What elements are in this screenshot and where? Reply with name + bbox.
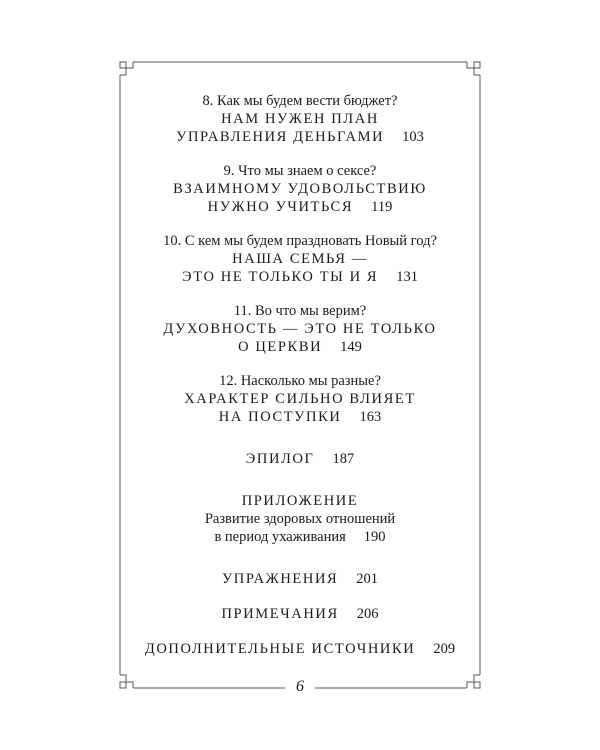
toc-page-number: 131 [396,269,418,285]
toc-page-number: 190 [363,529,386,545]
table-of-contents [0,92,600,675]
toc-exercises[interactable] [0,570,600,588]
toc-question: 12. Насколько мы разные? [219,373,381,389]
toc-title-line: ХАРАКТЕР СИЛЬНО ВЛИЯЕТ [184,391,416,407]
toc-title-line: ЭТО НЕ ТОЛЬКО ТЫ И Я [182,269,379,285]
toc-page-number: 201 [356,571,379,587]
toc-epilogue[interactable] [0,450,600,468]
toc-entry-9[interactable] [0,162,600,216]
toc-entry-11[interactable] [0,302,600,356]
toc-title-line: ДУХОВНОСТЬ — ЭТО НЕ ТОЛЬКО [163,321,437,337]
toc-title-line: ВЗАИМНОМУ УДОВОЛЬСТВИЮ [173,181,427,197]
toc-appendix[interactable] [0,492,600,546]
toc-entry-10[interactable] [0,232,600,286]
toc-question: 8. Как мы будем вести бюджет? [202,93,398,109]
toc-page-number: 187 [332,451,355,467]
toc-question: 11. Во что мы верим? [233,303,367,319]
toc-section-title: ПРИЛОЖЕНИЕ [241,493,359,509]
toc-subtitle-line: в период ухаживания [214,529,346,545]
toc-subtitle-line: Развитие здоровых отношений [204,511,396,527]
toc-sources[interactable] [0,640,600,658]
toc-page-number: 119 [371,199,393,215]
toc-question: 9. Что мы знаем о сексе? [223,163,377,179]
toc-page-number: 103 [402,129,424,145]
toc-page-number: 209 [433,641,456,657]
toc-question: 10. С кем мы будем праздновать Новый год? [163,233,437,249]
toc-title-line: НА ПОСТУПКИ [218,409,342,425]
toc-entry-8[interactable] [0,92,600,146]
toc-title-line: НАША СЕМЬЯ — [232,251,368,267]
toc-section-title: ПРИМЕЧАНИЯ [221,606,339,622]
toc-section-title: УПРАЖНЕНИЯ [221,571,339,587]
toc-section-title: ЭПИЛОГ [245,451,315,467]
toc-title-line: О ЦЕРКВИ [238,339,323,355]
toc-title-line: НУЖНО УЧИТЬСЯ [207,199,354,215]
toc-title-line: УПРАВЛЕНИЯ ДЕНЬГАМИ [176,129,385,145]
toc-page-number: 149 [340,339,362,355]
toc-section-title: ДОПОЛНИТЕЛЬНЫЕ ИСТОЧНИКИ [144,641,416,657]
page-number: 6 [296,678,304,695]
toc-page-number: 206 [356,606,379,622]
toc-page-number: 163 [359,409,382,425]
toc-notes[interactable] [0,605,600,623]
toc-entry-12[interactable] [0,372,600,426]
toc-title-line: НАМ НУЖЕН ПЛАН [221,111,379,127]
